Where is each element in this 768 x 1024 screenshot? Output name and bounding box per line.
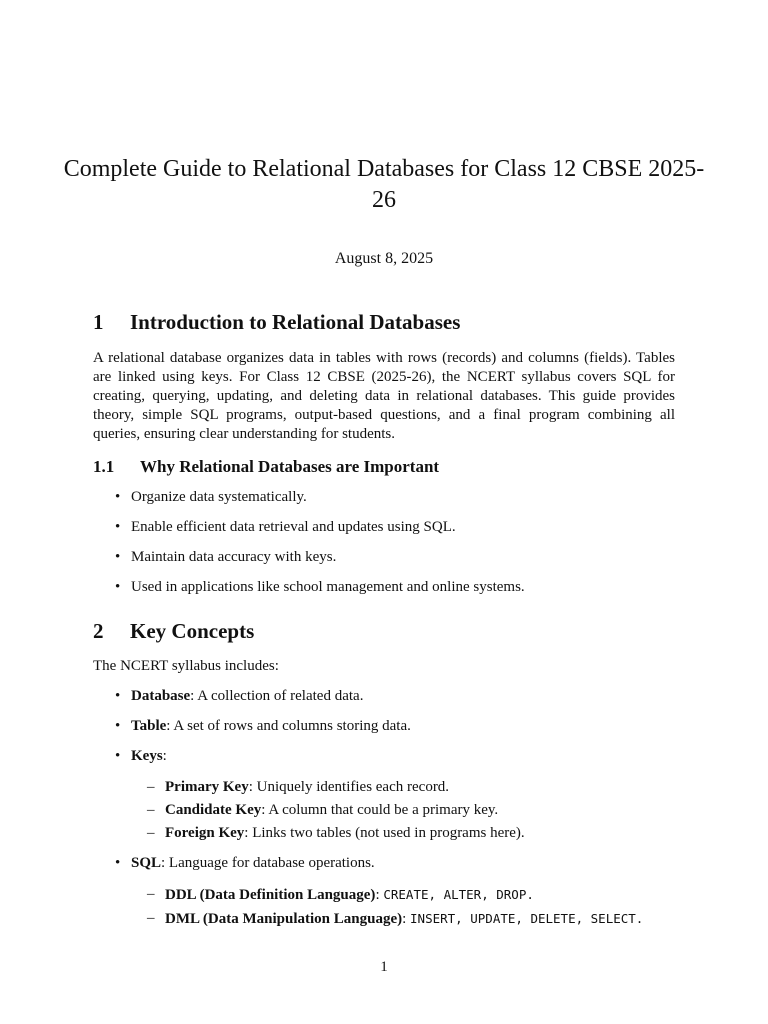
subsection-number: 1.1: [93, 457, 115, 476]
code-keywords: CREATE, ALTER, DROP.: [383, 887, 534, 902]
definition: :: [162, 748, 167, 764]
term: Table: [131, 718, 167, 734]
keys-sublist: [131, 778, 675, 843]
list-item: • Maintain data accuracy with keys.: [93, 548, 675, 567]
list-item: • Organize data systematically.: [93, 488, 675, 507]
concepts-list: [93, 687, 675, 933]
section-1-heading: [93, 310, 460, 335]
list-item: [93, 687, 675, 706]
section-title: Key Concepts: [130, 619, 255, 643]
term: Keys: [131, 748, 163, 764]
section-title: Introduction to Relational Databases: [130, 310, 461, 334]
sublist-item: [131, 824, 675, 843]
term: Foreign Key: [165, 825, 245, 841]
definition: : A column that could be a primary key.: [261, 802, 499, 818]
sql-sublist: [131, 885, 675, 929]
term: Database: [131, 688, 191, 704]
intro-paragraph: A relational database organizes data in tables with rows (records) and columns (fields). Tables are linked using keys. For Class 12 CBSE (2025-26), the NCERT syllabus covers SQL for creating, querying, updating, and deleting data in relational databases. This guide provides theory, simple SQL programs, output-based questions, and a final program combining all queries, ensuring clear understanding for students.: [93, 350, 675, 442]
term: Primary Key: [165, 779, 249, 795]
definition: : A collection of related data.: [190, 688, 364, 704]
term: SQL: [131, 855, 162, 871]
subsection-title: Why Relational Databases are Important: [140, 457, 440, 476]
list-item: [93, 717, 675, 736]
sublist-item: [131, 909, 675, 929]
definition: : Links two tables (not used in programs here).: [244, 825, 525, 841]
concepts-intro: The NCERT syllabus includes:: [93, 658, 279, 674]
section-number: 1: [93, 310, 104, 334]
list-item: [93, 854, 675, 929]
list-item: [93, 747, 675, 843]
term: DDL (Data Definition Language): [165, 887, 376, 903]
importance-list: [93, 488, 675, 597]
sublist-item: [131, 801, 675, 820]
sublist-item: [131, 778, 675, 797]
section-2-heading: [93, 619, 254, 644]
page-number: 1: [380, 959, 388, 975]
term: DML (Data Manipulation Language): [165, 911, 403, 927]
subsection-1-1-heading: [93, 457, 439, 477]
section-number: 2: [93, 619, 104, 643]
definition: : Uniquely identifies each record.: [248, 779, 450, 795]
definition: :: [402, 911, 411, 927]
document-title: Complete Guide to Relational Databases for Class 12 CBSE 2025-26: [63, 156, 705, 214]
definition: :: [375, 887, 384, 903]
sublist-item: [131, 885, 675, 905]
document-date: August 8, 2025: [334, 250, 434, 267]
definition: : Language for database operations.: [161, 855, 375, 871]
code-keywords: INSERT, UPDATE, DELETE, SELECT.: [410, 911, 644, 926]
term: Candidate Key: [165, 802, 262, 818]
definition: : A set of rows and columns storing data.: [166, 718, 411, 734]
list-item: • Used in applications like school management and online systems.: [93, 578, 675, 597]
list-item: • Enable efficient data retrieval and updates using SQL.: [93, 518, 675, 537]
